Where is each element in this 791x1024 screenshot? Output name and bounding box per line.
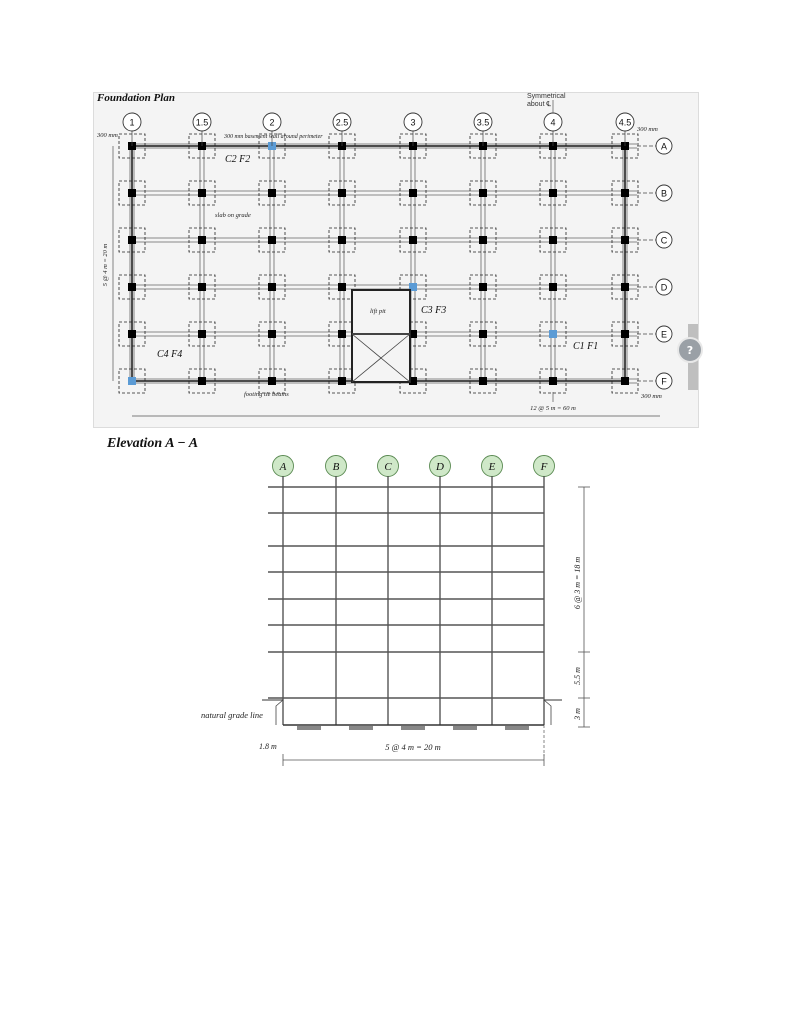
row-label-A: A: [660, 141, 668, 152]
offset-right-label: 300 mm: [637, 126, 658, 133]
elevation-title: Elevation A − A: [107, 436, 199, 451]
column: [621, 283, 629, 291]
vertical-dim-label: 5 @ 4 m = 20 m: [102, 243, 109, 287]
column: [338, 189, 346, 197]
grid-label-2.5: 2.5: [335, 117, 349, 128]
elev-soil-hatch: [297, 726, 321, 730]
column: [198, 236, 206, 244]
column: [621, 236, 629, 244]
c1f1-label: C1 F1: [573, 341, 599, 352]
elev-soil-hatch: [349, 726, 373, 730]
elevation-drawing: [262, 456, 590, 767]
column: [198, 189, 206, 197]
c4f4-label: C4 F4: [157, 349, 183, 360]
elev-grid-label-F: F: [540, 461, 548, 473]
elev-retaining-right: [544, 700, 551, 725]
grade-line-label: natural grade line: [201, 710, 263, 720]
column: [268, 189, 276, 197]
elev-grid-label-E: E: [488, 461, 496, 473]
row-label-F: F: [661, 376, 667, 387]
column: [338, 236, 346, 244]
column: [479, 377, 487, 385]
elev-grid-label-B: B: [332, 461, 340, 473]
column: [479, 283, 487, 291]
column: [128, 236, 136, 244]
column: [549, 236, 557, 244]
symmetry-note-line1: Symmetrical: [527, 93, 566, 100]
lift-pit: [352, 290, 410, 382]
row-label-E: E: [660, 329, 668, 340]
help-button[interactable]: ?: [677, 337, 703, 363]
grid-label-1: 1: [129, 117, 135, 128]
foundation-plan-drawing: [113, 100, 672, 416]
column: [479, 330, 487, 338]
column: [621, 377, 629, 385]
tie-beams-label: footing tie beams: [244, 391, 289, 398]
grid-label-1.5: 1.5: [195, 117, 209, 128]
column: [549, 330, 557, 338]
elev-soil-hatch: [401, 726, 425, 730]
row-label-B: B: [660, 188, 668, 199]
basement-wall-note: 300 mm basement wall around perimeter: [224, 134, 323, 140]
column: [338, 283, 346, 291]
elev-grid-label-A: A: [279, 461, 287, 473]
column: [409, 189, 417, 197]
column: [198, 330, 206, 338]
column: [621, 189, 629, 197]
row-label-C: C: [660, 235, 668, 246]
elev-retaining-left: [276, 700, 283, 725]
upper-dim-label: 6 @ 3 m = 18 m: [573, 556, 582, 610]
column: [198, 283, 206, 291]
offset-left-label: 300 mm: [97, 132, 118, 139]
column: [268, 236, 276, 244]
elev-soil-hatch: [453, 726, 477, 730]
column: [479, 236, 487, 244]
symmetry-note-line2: about ℄: [527, 101, 551, 108]
row-label-D: D: [660, 282, 668, 293]
column: [268, 377, 276, 385]
column: [621, 330, 629, 338]
grid-label-3.5: 3.5: [476, 117, 490, 128]
column: [549, 377, 557, 385]
elev-grid-label-D: D: [436, 461, 444, 473]
plan-title: Foundation Plan: [97, 92, 175, 104]
mid-dim-label: 5.5 m: [573, 667, 582, 685]
c3f3-label: C3 F3: [421, 305, 447, 316]
lift-pit-label: lift pit: [370, 308, 386, 315]
column: [128, 377, 136, 385]
grid-label-4: 4: [550, 117, 556, 128]
offset-dim-label: 1.8 m: [259, 742, 277, 751]
column: [268, 330, 276, 338]
column: [338, 377, 346, 385]
grid-label-4.5: 4.5: [618, 117, 632, 128]
elev-soil-hatch: [505, 726, 529, 730]
column: [479, 189, 487, 197]
offset-bottom-right-label: 300 mm: [641, 393, 662, 400]
column: [128, 330, 136, 338]
bottom-dim-label: 5 @ 4 m = 20 m: [385, 742, 441, 752]
c2f2-label: C2 F2: [225, 154, 251, 165]
column: [128, 189, 136, 197]
column: [198, 377, 206, 385]
column: [338, 330, 346, 338]
elev-grid-label-C: C: [384, 461, 392, 473]
grid-label-3: 3: [410, 117, 416, 128]
column: [549, 283, 557, 291]
horizontal-dim-label: 12 @ 5 m = 60 m: [530, 405, 576, 412]
column: [268, 283, 276, 291]
column: [409, 236, 417, 244]
slab-on-grade-label: slab on grade: [215, 212, 251, 219]
base-dim-label: 3 m: [573, 708, 582, 720]
column: [128, 283, 136, 291]
grid-label-2: 2: [269, 117, 275, 128]
column: [549, 189, 557, 197]
